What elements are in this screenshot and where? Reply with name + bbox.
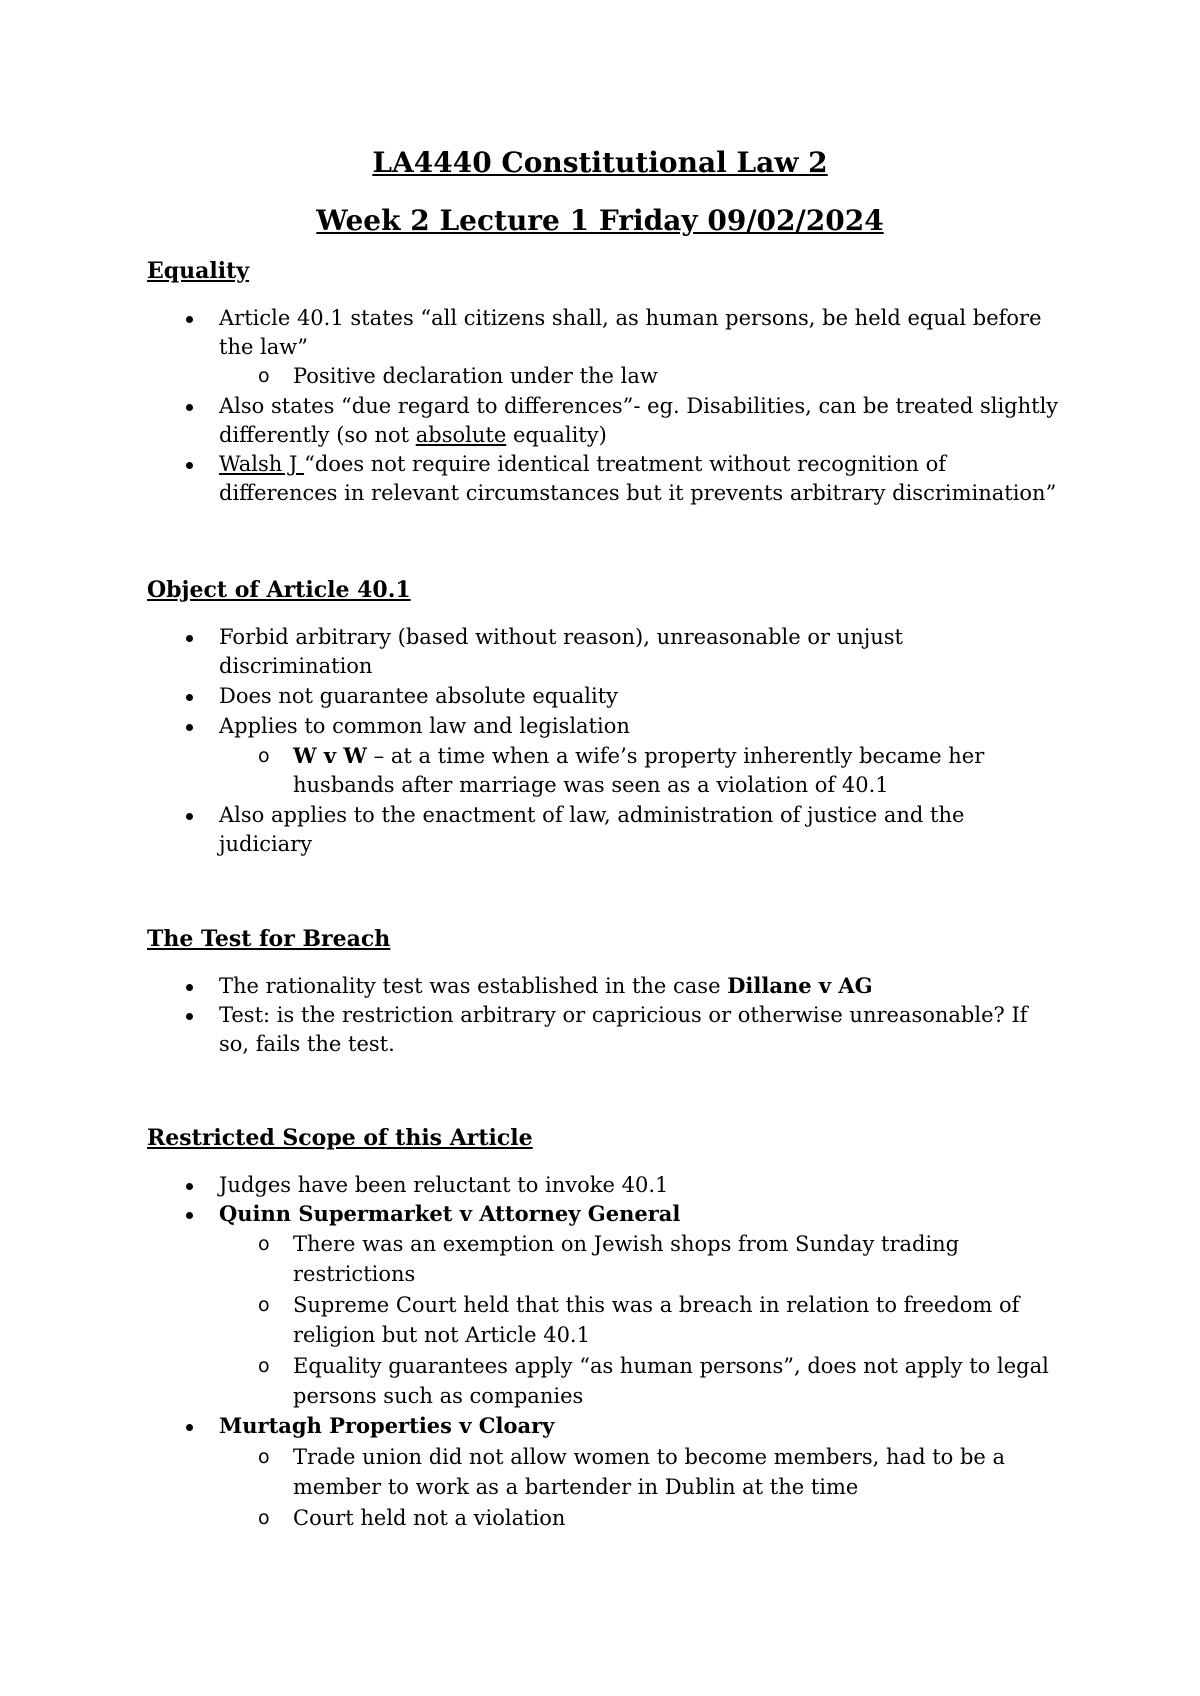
circle-bullet-icon: o — [258, 365, 270, 387]
circle-bullet-icon: o — [258, 1294, 270, 1316]
bullet-icon — [186, 1183, 193, 1190]
heading-object: Object of Article 40.1 — [147, 577, 411, 603]
scope-murtagh-sub-1-line-2: member to work as a bartender in Dublin at the time — [293, 1475, 859, 1499]
case-name: Dillane v AG — [727, 973, 873, 998]
circle-bullet-icon: o — [258, 1507, 270, 1529]
bullet-icon — [186, 462, 193, 469]
bullet-icon — [186, 984, 193, 991]
scope-quinn-sub-1-line-1: There was an exemption on Jewish shops from Sunday trading — [293, 1232, 960, 1256]
object-item-3: Applies to common law and legislation — [219, 714, 630, 738]
heading-equality: Equality — [147, 258, 250, 284]
object-item-4-line-2: judiciary — [219, 832, 313, 856]
equality-item-1-line-2: the law” — [219, 335, 309, 359]
scope-murtagh-sub-1-line-1: Trade union did not allow women to become members, had to be a — [293, 1445, 1006, 1469]
circle-bullet-icon: o — [258, 1355, 270, 1377]
bullet-icon — [186, 694, 193, 701]
circle-bullet-icon: o — [258, 1233, 270, 1255]
heading-scope: Restricted Scope of this Article — [147, 1125, 533, 1151]
judge-name: Walsh J — [219, 452, 305, 476]
scope-item-1: Judges have been reluctant to invoke 40.1 — [219, 1173, 669, 1197]
equality-item-2-line-1: Also states “due regard to differences”- eg. Disabilities, can be treated slightly — [219, 394, 1059, 418]
bullet-icon — [186, 813, 193, 820]
scope-quinn-sub-3-line-1: Equality guarantees apply “as human persons”, does not apply to legal — [293, 1354, 1049, 1378]
test-item-2-line-1: Test: is the restriction arbitrary or capricious or otherwise unreasonable? If — [219, 1003, 1028, 1027]
test-item-1: The rationality test was established in the case Dillane v AG — [219, 973, 873, 998]
bullet-icon — [186, 1212, 193, 1219]
circle-bullet-icon: o — [258, 1446, 270, 1468]
bullet-icon — [186, 1013, 193, 1020]
lecture-title: Week 2 Lecture 1 Friday 09/02/2024 — [316, 204, 884, 237]
object-item-1-line-2: discrimination — [219, 654, 373, 678]
equality-item-1-sub-1: Positive declaration under the law — [293, 364, 658, 388]
equality-item-3-line-1: Walsh J “does not require identical treatment without recognition of — [219, 452, 947, 476]
bullet-icon — [186, 635, 193, 642]
object-item-3-sub-1-line-2: husbands after marriage was seen as a violation of 40.1 — [293, 773, 889, 797]
scope-case-quinn: Quinn Supermarket v Attorney General — [219, 1201, 681, 1226]
scope-quinn-sub-2-line-2: religion but not Article 40.1 — [293, 1323, 590, 1347]
case-name: W v W — [293, 743, 367, 768]
scope-murtagh-sub-2: Court held not a violation — [293, 1506, 566, 1530]
equality-item-2-line-2: differently (so not absolute equality) — [219, 423, 607, 447]
object-item-2: Does not guarantee absolute equality — [219, 684, 618, 708]
scope-quinn-sub-2-line-1: Supreme Court held that this was a breach in relation to freedom of — [293, 1293, 1020, 1317]
object-item-1-line-1: Forbid arbitrary (based without reason), unreasonable or unjust — [219, 625, 903, 649]
heading-test: The Test for Breach — [147, 926, 391, 952]
scope-quinn-sub-1-line-2: restrictions — [293, 1262, 416, 1286]
bullet-icon — [186, 1424, 193, 1431]
circle-bullet-icon: o — [258, 745, 270, 767]
object-item-4-line-1: Also applies to the enactment of law, administration of justice and the — [219, 803, 965, 827]
scope-quinn-sub-3-line-2: persons such as companies — [293, 1384, 584, 1408]
object-item-3-sub-1-line-1: W v W – at a time when a wife’s property inherently became her — [293, 743, 985, 768]
bullet-icon — [186, 404, 193, 411]
test-item-2-line-2: so, fails the test. — [219, 1032, 395, 1056]
scope-case-murtagh: Murtagh Properties v Cloary — [219, 1413, 555, 1438]
underlined-word: absolute — [415, 423, 507, 447]
bullet-icon — [186, 316, 193, 323]
equality-item-3-line-2: differences in relevant circumstances but it prevents arbitrary discrimination” — [219, 481, 1057, 505]
bullet-icon — [186, 724, 193, 731]
course-title: LA4440 Constitutional Law 2 — [372, 146, 828, 179]
equality-item-1-line-1: Article 40.1 states “all citizens shall, as human persons, be held equal before — [219, 306, 1042, 330]
